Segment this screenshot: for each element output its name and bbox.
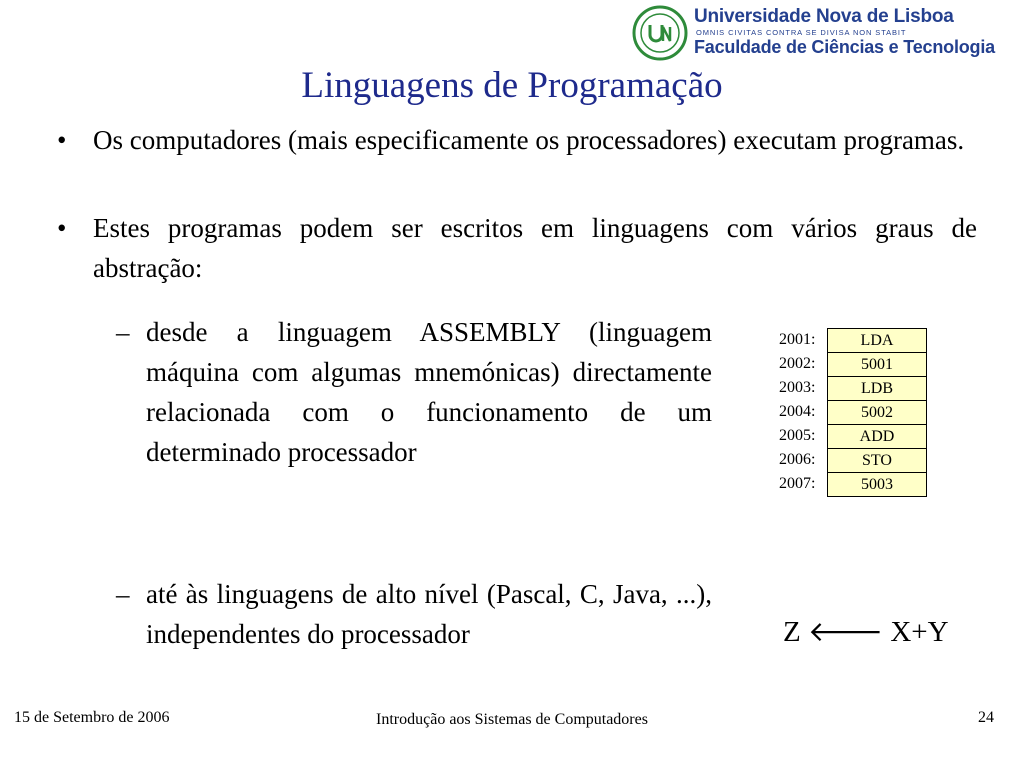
page-number: 24	[978, 709, 994, 726]
university-logo	[630, 4, 1018, 62]
left-arrow-icon: 🡐	[807, 617, 884, 648]
bullet-item	[57, 208, 977, 288]
faculty-name: Faculdade de Ciências e Tecnologia	[694, 37, 995, 57]
memory-address: 2003:	[779, 379, 816, 396]
footer-course-title: Introdução aos Sistemas de Computadores	[376, 711, 648, 728]
memory-value: LDA	[827, 328, 927, 352]
bullet-item	[57, 120, 977, 160]
memory-value: ADD	[827, 424, 927, 448]
footer-date: 15 de Setembro de 2006	[14, 709, 170, 726]
memory-value: STO	[827, 448, 927, 472]
bullet-mark: •	[57, 213, 67, 243]
sub-bullet-item	[116, 312, 712, 472]
memory-address: 2006:	[779, 451, 816, 468]
sub-bullet-mark: –	[116, 579, 130, 609]
university-seal-icon	[632, 5, 688, 61]
sub-bullet-text: até às linguagens de alto nível (Pascal, C, Java, ...), independentes do processador	[146, 579, 712, 649]
memory-address: 2005:	[779, 427, 816, 444]
slide-title: Linguagens de Programação	[301, 65, 723, 106]
memory-address: 2004:	[779, 403, 816, 420]
memory-value: 5003	[827, 472, 927, 497]
assignment-expression-value: X+Y	[890, 616, 949, 648]
bullet-mark: •	[57, 125, 67, 155]
assignment-expression	[783, 614, 949, 649]
assignment-target: Z	[783, 616, 801, 648]
memory-value: LDB	[827, 376, 927, 400]
bullet-text: Estes programas podem ser escritos em linguagens com vários graus de abstração:	[93, 213, 977, 283]
bullet-text: Os computadores (mais especificamente os processadores) executam programas.	[93, 125, 965, 155]
sub-bullet-item	[116, 574, 712, 654]
memory-address: 2001:	[779, 331, 816, 348]
university-name: Universidade Nova de Lisboa	[694, 6, 954, 27]
sub-bullet-mark: –	[116, 317, 130, 347]
memory-address: 2002:	[779, 355, 816, 372]
university-motto: OMNIS CIVITAS CONTRA SE DIVISA NON STABIT	[696, 28, 907, 37]
memory-value: 5001	[827, 352, 927, 376]
memory-value: 5002	[827, 400, 927, 424]
sub-bullet-text: desde a linguagem ASSEMBLY (linguagem máquina com algumas mnemónicas) directamente relacionada com o funcionamento de um determinado processador	[146, 317, 712, 467]
memory-address: 2007:	[779, 475, 816, 492]
